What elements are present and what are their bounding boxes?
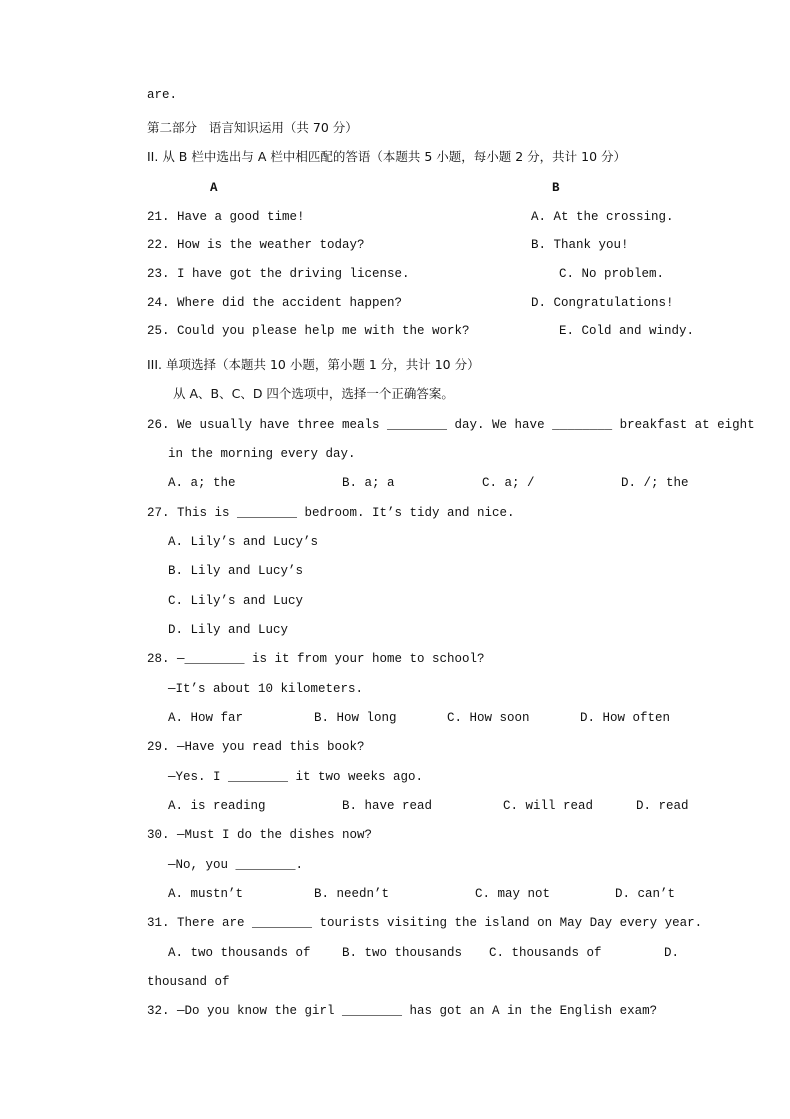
question-26-option-c: C. a; / <box>482 476 535 490</box>
question-26-stem: 26. We usually have three meals ________ day. We have ________ breakfast at eight <box>147 418 755 432</box>
question-26-option-a: A. a; the <box>168 476 236 490</box>
match-answer-d: D. Congratulations! <box>531 296 674 310</box>
question-29-option-b: B. have read <box>342 799 433 813</box>
match-answer-b: B. Thank you! <box>531 238 629 252</box>
question-29-option-d: D. read <box>636 799 689 813</box>
question-27-option-c: C. Lily’s and Lucy <box>168 594 304 608</box>
question-31-option-c: C. thousands of <box>489 946 602 960</box>
part-two-title: 第二部分 语言知识运用（共 70 分） <box>147 120 358 135</box>
question-30-option-b: B. needn’t <box>314 887 390 901</box>
match-question-22: 22. How is the weather today? <box>147 238 365 252</box>
match-question-25: 25. Could you please help me with the work? <box>147 324 470 338</box>
match-answer-e: E. Cold and windy. <box>559 324 695 338</box>
question-30-answer-line: —No, you ________. <box>168 858 304 872</box>
question-32-stem: 32. —Do you know the girl ________ has got an A in the English exam? <box>147 1004 658 1018</box>
question-31-stem: 31. There are ________ tourists visiting the island on May Day every year. <box>147 916 703 930</box>
question-30-option-c: C. may not <box>475 887 551 901</box>
match-question-21: 21. Have a good time! <box>147 210 305 224</box>
question-27-option-d: D. Lily and Lucy <box>168 623 289 637</box>
top-fragment: are. <box>147 88 178 102</box>
question-26-option-d: D. /; the <box>621 476 689 490</box>
section-2-heading: II. 从 B 栏中选出与 A 栏中相匹配的答语（本题共 5 小题，每小题 2 分，共计 10 分） <box>147 149 626 164</box>
question-27-stem: 27. This is ________ bedroom. It’s tidy and nice. <box>147 506 515 520</box>
match-question-23: 23. I have got the driving license. <box>147 267 410 281</box>
question-28-option-b: B. How long <box>314 711 397 725</box>
column-a-header: A <box>210 181 218 195</box>
question-31-option-d: D. <box>664 946 680 960</box>
question-31-option-d-wrap: thousand of <box>147 975 230 989</box>
question-26-option-b: B. a; a <box>342 476 395 490</box>
question-28-option-c: C. How soon <box>447 711 530 725</box>
question-29-answer-line: —Yes. I ________ it two weeks ago. <box>168 770 424 784</box>
match-answer-a: A. At the crossing. <box>531 210 674 224</box>
question-30-option-d: D. can’t <box>615 887 676 901</box>
question-28-answer-line: —It’s about 10 kilometers. <box>168 682 364 696</box>
question-27-option-b: B. Lily and Lucy’s <box>168 564 304 578</box>
column-b-header: B <box>552 181 560 195</box>
match-answer-c: C. No problem. <box>559 267 665 281</box>
question-26-stem-cont: in the morning every day. <box>168 447 356 461</box>
question-30-option-a: A. mustn’t <box>168 887 244 901</box>
section-3-instruction: 从 A、B、C、D 四个选项中，选择一个正确答案。 <box>173 386 454 401</box>
question-27-option-a: A. Lily’s and Lucy’s <box>168 535 319 549</box>
section-3-heading: III. 单项选择（本题共 10 小题，第小题 1 分，共计 10 分） <box>147 357 480 372</box>
question-31-option-a: A. two thousands of <box>168 946 311 960</box>
match-question-24: 24. Where did the accident happen? <box>147 296 403 310</box>
question-28-option-a: A. How far <box>168 711 244 725</box>
question-30-stem: 30. —Must I do the dishes now? <box>147 828 373 842</box>
question-28-stem: 28. —________ is it from your home to school? <box>147 652 485 666</box>
question-31-option-b: B. two thousands <box>342 946 463 960</box>
question-29-option-a: A. is reading <box>168 799 266 813</box>
question-28-option-d: D. How often <box>580 711 671 725</box>
question-29-stem: 29. —Have you read this book? <box>147 740 365 754</box>
question-29-option-c: C. will read <box>503 799 594 813</box>
